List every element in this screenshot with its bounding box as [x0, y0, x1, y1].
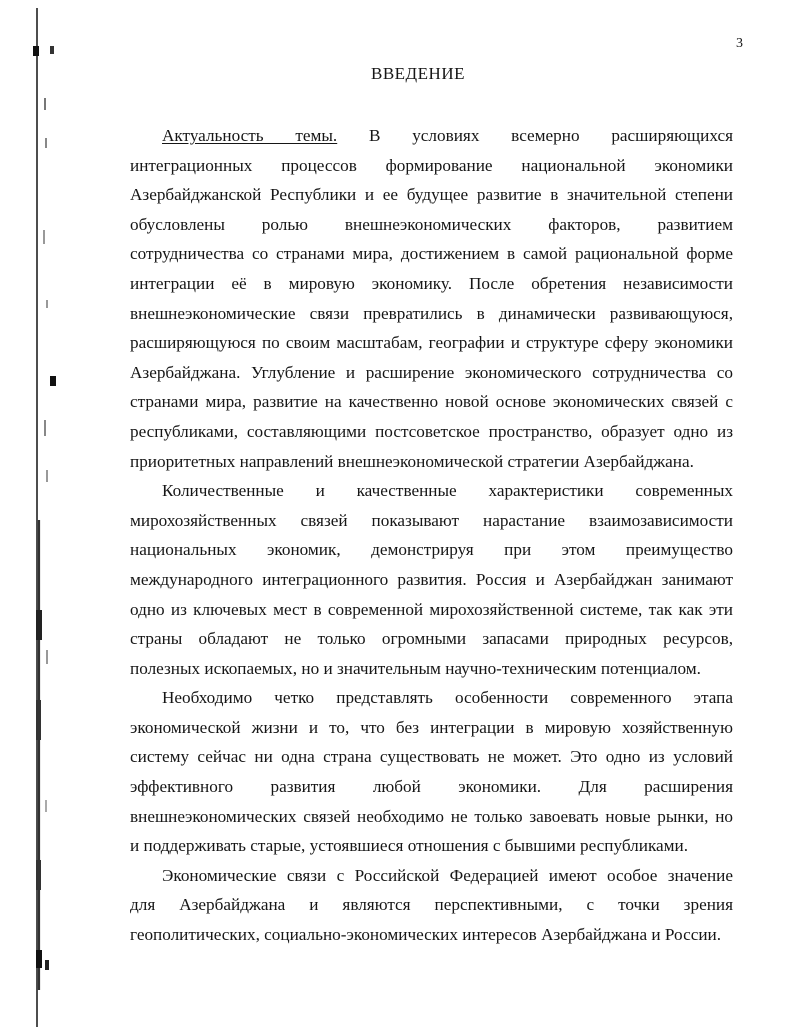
lead-term: Актуальность темы.: [162, 126, 338, 145]
text-line: страны обладают не только огромными запасами природных ресурсов,: [130, 629, 733, 649]
text-line: интеграционных процессов формирование национальной экономики: [130, 155, 733, 175]
text-line: Количественные и качественные характеристики современных: [162, 481, 733, 501]
scan-binding-edge: [0, 0, 60, 1027]
text-line: обусловлены ролью внешнеэкономических факторов, развитием: [130, 214, 733, 234]
text-line: национальных экономик, демонстрируя при этом преимущество: [130, 540, 733, 560]
text-line: интеграции её в мировую экономику. После обретения независимости: [130, 273, 733, 293]
text-line: для Азербайджана и являются перспективными, с точки зрения: [130, 895, 733, 915]
text-line: внешнеэкономические связи превратились в динамически развивающуюся,: [130, 303, 733, 323]
paragraph-1: [130, 121, 733, 476]
body-text: [130, 121, 733, 950]
text-line: эффективного развития любой экономики. Для расширения: [130, 777, 733, 797]
paragraph-3: [130, 683, 733, 861]
text-line: Экономические связи с Российской Федерацией имеют особое значение: [162, 865, 733, 885]
text-line: систему сейчас ни одна страна существовать не может. Это одно из условий: [130, 747, 733, 767]
paragraph-4: [130, 861, 733, 950]
text-line: расширяющуюся по своим масштабам, географии и структуре сферу экономики: [130, 333, 733, 353]
page-number: 3: [736, 36, 743, 51]
text-line: геополитических, социально-экономических интересов Азербайджана и России.: [130, 925, 722, 945]
text-line: сотрудничества со странами мира, достижением в самой рациональной форме: [130, 244, 733, 264]
text-line: экономической жизни и то, что без интеграции в мировую хозяйственную: [130, 717, 733, 737]
text-line: республиками, составляющими постсоветское пространство, образует одно из: [130, 421, 733, 441]
text-line: внешнеэкономических связей необходимо не только завоевать новые рынки, но: [130, 806, 733, 826]
text-line: одно из ключевых мест в современной мирохозяйственной системе, так как эти: [130, 599, 733, 619]
text-line: международного интеграционного развития. Россия и Азербайджан занимают: [130, 569, 733, 589]
text-line: Необходимо четко представлять особенности современного этапа: [162, 688, 733, 708]
text-line: странами мира, развитие на качественно новой основе экономических связей с: [130, 392, 733, 412]
text-line: и поддерживать старые, устоявшиеся отношения с бывшими республиками.: [130, 836, 689, 856]
text-line: приоритетных направлений внешнеэкономической стратегии Азербайджана.: [130, 451, 694, 471]
page-title: ВВЕДЕНИЕ: [371, 64, 465, 83]
text-line: Азербайджанской Республики и ее будущее развитие в значительной степени: [130, 185, 733, 205]
paragraph-2: [130, 476, 733, 683]
text-line: мирохозяйственных связей показывают нарастание взаимозависимости: [130, 510, 733, 530]
text-line: Актуальность темы. В условиях всемерно расширяющихся: [162, 126, 734, 145]
text-line: полезных ископаемых, но и значительным научно-техническим потенциалом.: [130, 658, 701, 678]
text-line: Азербайджана. Углубление и расширение экономического сотрудничества со: [130, 362, 733, 382]
